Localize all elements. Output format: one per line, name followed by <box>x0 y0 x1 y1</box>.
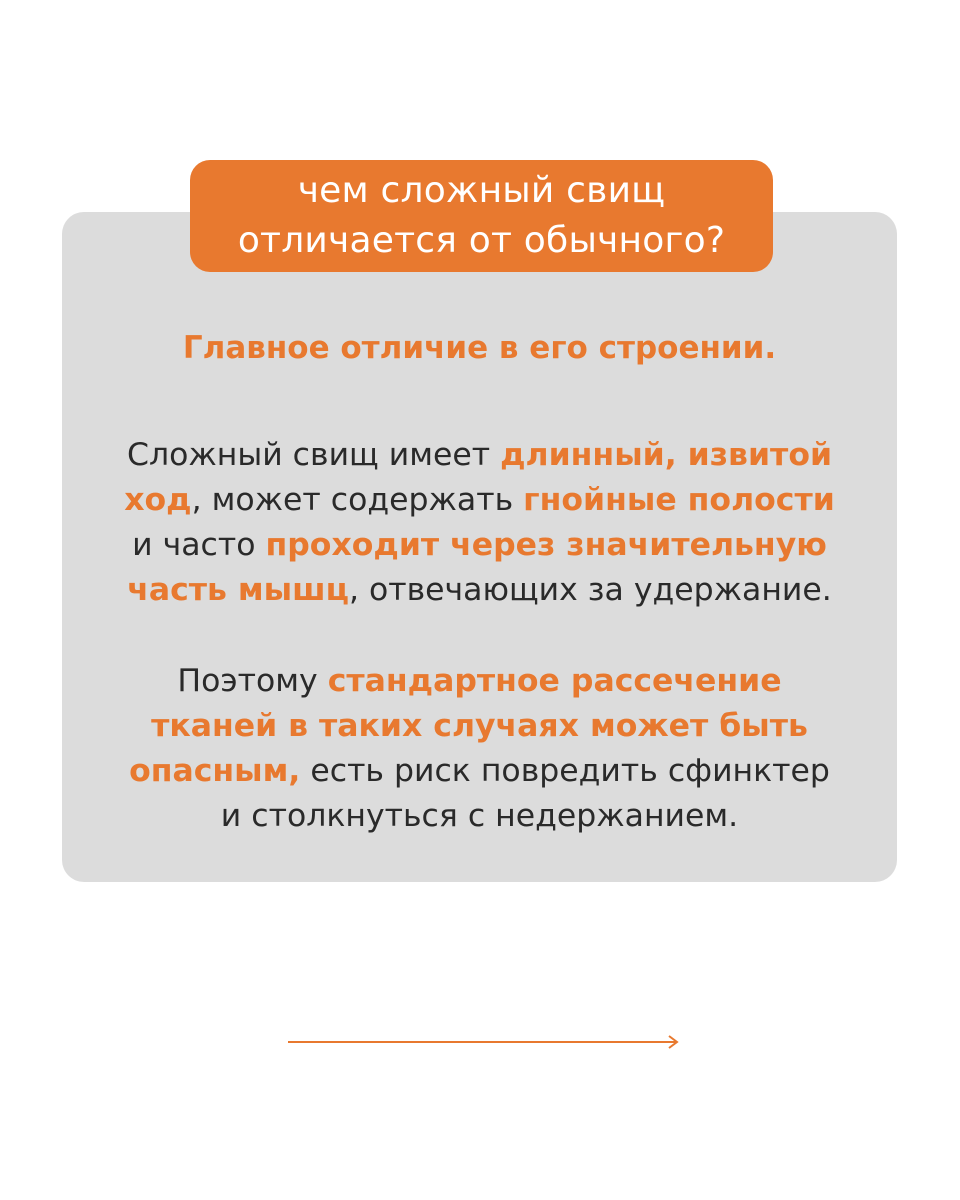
paragraph-1-line-4 <box>62 568 897 613</box>
text-plain: и часто <box>132 527 266 563</box>
paragraph-1-line-3 <box>62 523 897 568</box>
text-highlight: гнойные полости <box>523 482 835 518</box>
text-plain: Поэтому <box>177 663 328 699</box>
text-highlight: проходит через значительную <box>265 527 827 563</box>
arrow-right-icon[interactable] <box>288 1034 680 1050</box>
text-highlight: тканей в таких случаях может быть <box>151 708 808 744</box>
paragraph-structure <box>62 433 897 613</box>
title-line-2: отличается от обычного? <box>237 220 726 261</box>
text-plain: Сложный свищ имеет <box>126 437 501 473</box>
paragraph-1-line-2 <box>62 478 897 523</box>
title-badge <box>190 160 773 272</box>
text-highlight: ход <box>124 482 192 518</box>
text-highlight: стандартное рассечение <box>327 663 782 699</box>
paragraph-2-line-1 <box>62 659 897 704</box>
lead-text: Главное отличие в его строении. <box>182 330 777 366</box>
text-highlight: часть мышц <box>127 572 349 608</box>
text-plain: и столкнуться с недержанием. <box>220 798 739 834</box>
text-plain: , может содержать <box>191 482 524 518</box>
text-plain: , отвечающих за удержание. <box>348 572 832 608</box>
paragraph-2-line-2 <box>62 704 897 749</box>
title-line-1: чем сложный свищ <box>297 170 666 211</box>
text-highlight: длинный, извитой <box>500 437 833 473</box>
paragraph-2-line-3 <box>62 749 897 794</box>
paragraph-1-line-1 <box>62 433 897 478</box>
paragraph-risk <box>62 659 897 839</box>
paragraph-2-line-4 <box>62 794 897 839</box>
text-highlight: опасным, <box>129 753 301 789</box>
text-plain: есть риск повредить сфинктер <box>300 753 830 789</box>
card-content <box>62 325 897 839</box>
